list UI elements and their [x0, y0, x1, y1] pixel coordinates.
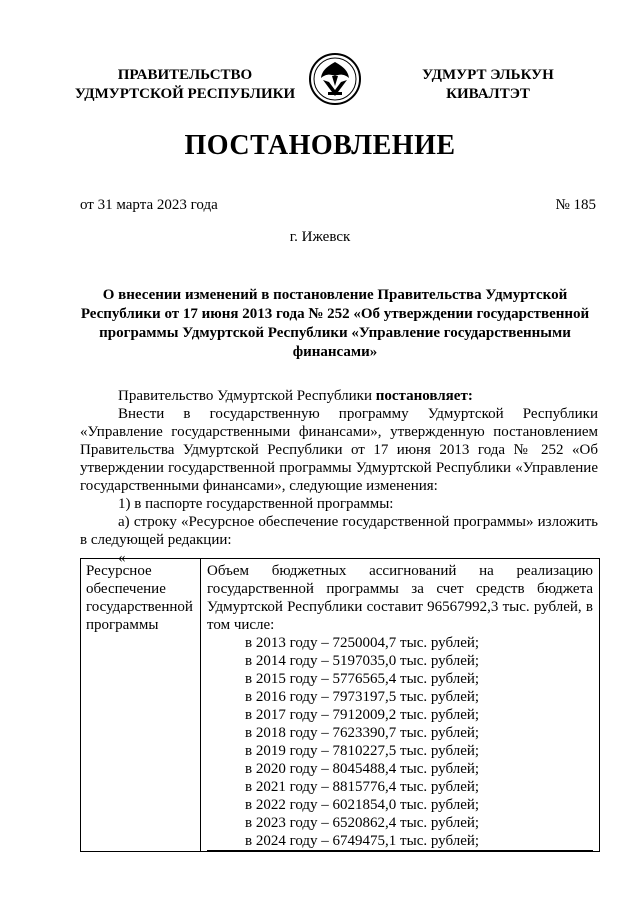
year-line: в 2018 году – 7623390,7 тыс. рублей;: [245, 725, 480, 741]
open-quote: «: [118, 550, 126, 566]
row-a-text: а) строку «Ресурсное обеспечение государственной программы» изложить в следующей редакции:: [80, 514, 598, 548]
table-row: [81, 559, 600, 852]
document-date: от 31 марта 2023 года: [80, 197, 218, 213]
intro-bold: постановляет: [375, 388, 468, 404]
intro-line: [118, 387, 473, 405]
year-line: в 2019 году – 7810227,5 тыс. рублей;: [245, 743, 480, 759]
subitem-1: 1) в паспорте государственной программы:: [118, 496, 394, 512]
header-left: [50, 66, 320, 104]
main-paragraph-text: Внести в государственную программу Удмуртской Республики «Управление государственными финансами», утвержденную постановлением Правительства Удмуртской Республики от 17 июня 2013 года № 252 «Об утверждении государственной программы Удмуртской Республики «Управление государственными финансами», следующие изменения:: [80, 406, 598, 494]
header-right: [388, 66, 588, 104]
header-left-line2: УДМУРТСКОЙ РЕСПУБЛИКИ: [74, 86, 296, 102]
table-right-cell: [201, 559, 600, 852]
year-line: в 2020 году – 8045488,4 тыс. рублей;: [245, 761, 480, 777]
header-right-line1: УДМУРТ ЭЛЬКУН: [422, 67, 554, 83]
year-line: в 2015 году – 5776565,4 тыс. рублей;: [245, 671, 480, 687]
document-city: г. Ижевск: [289, 229, 351, 245]
year-line: в 2021 году – 8815776,4 тыс. рублей;: [245, 779, 480, 795]
document-number: № 185: [555, 197, 596, 213]
header-left-line1: ПРАВИТЕЛЬСТВО: [117, 67, 253, 83]
year-line: в 2022 году – 6021854,0 тыс. рублей;: [245, 797, 480, 813]
main-paragraph: [80, 405, 598, 495]
table-left-cell: Ресурсное обеспечение государственной программы: [81, 559, 201, 852]
year-line: в 2013 году – 7250004,7 тыс. рублей;: [245, 635, 480, 651]
year-line: в 2023 году – 6520862,4 тыс. рублей;: [245, 815, 480, 831]
document-subject: О внесении изменений в постановление Правительства Удмуртской Республики от 17 июня 2013 года № 252 «Об утверждении государственной программы Удмуртской Республики «Управление государственными финансами»: [80, 287, 590, 360]
year-line: в 2014 году – 5197035,0 тыс. рублей;: [245, 653, 480, 669]
row-a-paragraph: [80, 513, 598, 549]
coat-of-arms-emblem: [308, 52, 362, 106]
table-right-intro: Объем бюджетных ассигнований на реализацию государственной программы за счет средств бюджета Удмуртской Республики составит 96567992,3 тыс. рублей, в том числе:: [207, 563, 593, 633]
document-title: ПОСТАНОВЛЕНИЕ: [184, 130, 456, 161]
header-right-line2: КИВАЛТЭТ: [446, 86, 530, 102]
year-line: в 2024 году – 6749475,1 тыс. рублей;: [207, 832, 593, 851]
intro-text: Правительство Удмуртской Республики: [118, 388, 376, 404]
year-line: в 2017 году – 7912009,2 тыс. рублей;: [245, 707, 480, 723]
year-line: в 2016 году – 7973197,5 тыс. рублей;: [245, 689, 480, 705]
intro-colon: :: [467, 388, 473, 404]
resource-table: [80, 558, 600, 852]
